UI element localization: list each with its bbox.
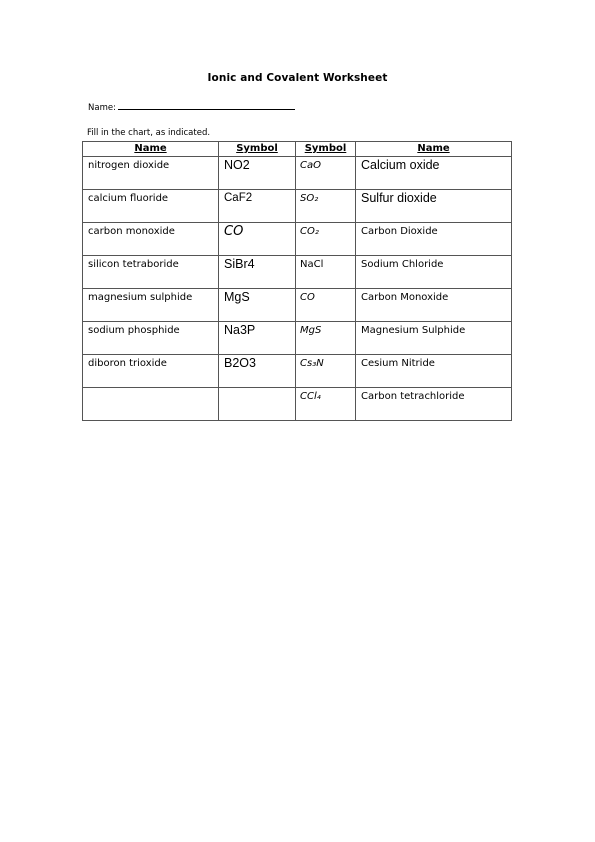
compound-name-cell-text: Carbon tetrachloride	[361, 391, 465, 402]
formula-cell[interactable]	[296, 388, 356, 421]
compound-name-cell[interactable]	[83, 223, 219, 256]
formula-cell-text	[219, 388, 295, 390]
formula-cell[interactable]	[219, 157, 296, 190]
formula-cell[interactable]	[296, 256, 356, 289]
instruction-text: Fill in the chart, as indicated.	[87, 128, 211, 138]
formula-cell-text: NaCl	[300, 259, 324, 270]
compound-name-cell[interactable]	[356, 256, 512, 289]
compound-name-cell-text: Magnesium Sulphide	[361, 325, 466, 336]
compound-name-cell-text: Carbon Monoxide	[361, 292, 449, 303]
table-row	[83, 190, 512, 223]
formula-cell-text: CaO	[300, 160, 321, 171]
formula-cell-text: B2O3	[224, 356, 256, 370]
header-name-right: Name	[356, 142, 512, 157]
compound-name-cell[interactable]	[83, 289, 219, 322]
name-label: Name:	[88, 103, 116, 113]
compound-name-cell[interactable]	[356, 190, 512, 223]
compound-name-cell-text: silicon tetraboride	[88, 259, 179, 270]
formula-cell[interactable]	[296, 223, 356, 256]
compound-name-cell-text	[83, 388, 218, 390]
compound-name-cell-text: calcium fluoride	[88, 193, 169, 204]
compound-name-cell-text: carbon monoxide	[88, 226, 175, 237]
formula-cell[interactable]	[296, 322, 356, 355]
formula-cell[interactable]	[219, 223, 296, 256]
formula-cell[interactable]	[219, 256, 296, 289]
formula-cell[interactable]	[296, 190, 356, 223]
formula-cell-text: MgS	[224, 290, 250, 304]
compound-name-cell[interactable]	[356, 388, 512, 421]
formula-cell-text: CO	[224, 224, 244, 239]
header-symbol-left: Symbol	[219, 142, 296, 157]
compound-name-cell[interactable]	[83, 256, 219, 289]
formula-cell-text: CO₂	[300, 226, 319, 237]
compound-name-cell[interactable]	[83, 157, 219, 190]
compound-name-cell[interactable]	[83, 190, 219, 223]
compound-name-cell-text: nitrogen dioxide	[88, 160, 170, 171]
compound-name-cell-text: Calcium oxide	[361, 158, 440, 172]
formula-cell[interactable]	[219, 355, 296, 388]
formula-cell-text: SO₂	[300, 193, 319, 204]
compound-chart	[82, 141, 512, 421]
table-row	[83, 223, 512, 256]
compound-name-cell[interactable]	[356, 322, 512, 355]
formula-cell[interactable]	[296, 289, 356, 322]
formula-cell-text: NO2	[224, 158, 250, 172]
formula-cell-text: SiBr4	[224, 257, 255, 271]
compound-name-cell-text: Sulfur dioxide	[361, 191, 437, 205]
compound-name-cell[interactable]	[356, 223, 512, 256]
compound-name-cell-text: sodium phosphide	[88, 325, 180, 336]
header-row	[83, 142, 512, 157]
formula-cell-text: CCl₄	[300, 391, 321, 402]
table-row	[83, 157, 512, 190]
formula-cell[interactable]	[296, 157, 356, 190]
compound-name-cell-text: Carbon Dioxide	[361, 226, 438, 237]
formula-cell[interactable]	[219, 289, 296, 322]
compound-name-cell[interactable]	[356, 157, 512, 190]
table-row	[83, 256, 512, 289]
table-row	[83, 289, 512, 322]
table-row	[83, 322, 512, 355]
formula-cell-text: CaF2	[224, 192, 253, 204]
name-field[interactable]	[88, 101, 295, 113]
formula-cell-text: CO	[300, 292, 315, 303]
formula-cell[interactable]	[219, 388, 296, 421]
compound-name-cell-text: magnesium sulphide	[88, 292, 193, 303]
compound-name-cell[interactable]	[83, 388, 219, 421]
header-symbol-right: Symbol	[296, 142, 356, 157]
compound-name-cell[interactable]	[83, 322, 219, 355]
compound-name-cell[interactable]	[356, 289, 512, 322]
compound-name-cell[interactable]	[83, 355, 219, 388]
formula-cell-text: Na3P	[224, 323, 256, 337]
name-underline[interactable]	[118, 101, 295, 110]
formula-cell[interactable]	[219, 190, 296, 223]
header-name-left: Name	[83, 142, 219, 157]
compound-name-cell-text: Cesium Nitride	[361, 358, 435, 369]
formula-cell-text: Cs₃N	[300, 358, 324, 369]
worksheet-title: Ionic and Covalent Worksheet	[207, 72, 388, 84]
table-row	[83, 355, 512, 388]
formula-cell[interactable]	[219, 322, 296, 355]
compound-name-cell-text: diboron trioxide	[88, 358, 167, 369]
formula-cell-text: MgS	[300, 325, 322, 336]
formula-cell[interactable]	[296, 355, 356, 388]
table-row	[83, 388, 512, 421]
compound-name-cell-text: Sodium Chloride	[361, 259, 444, 270]
compound-name-cell[interactable]	[356, 355, 512, 388]
